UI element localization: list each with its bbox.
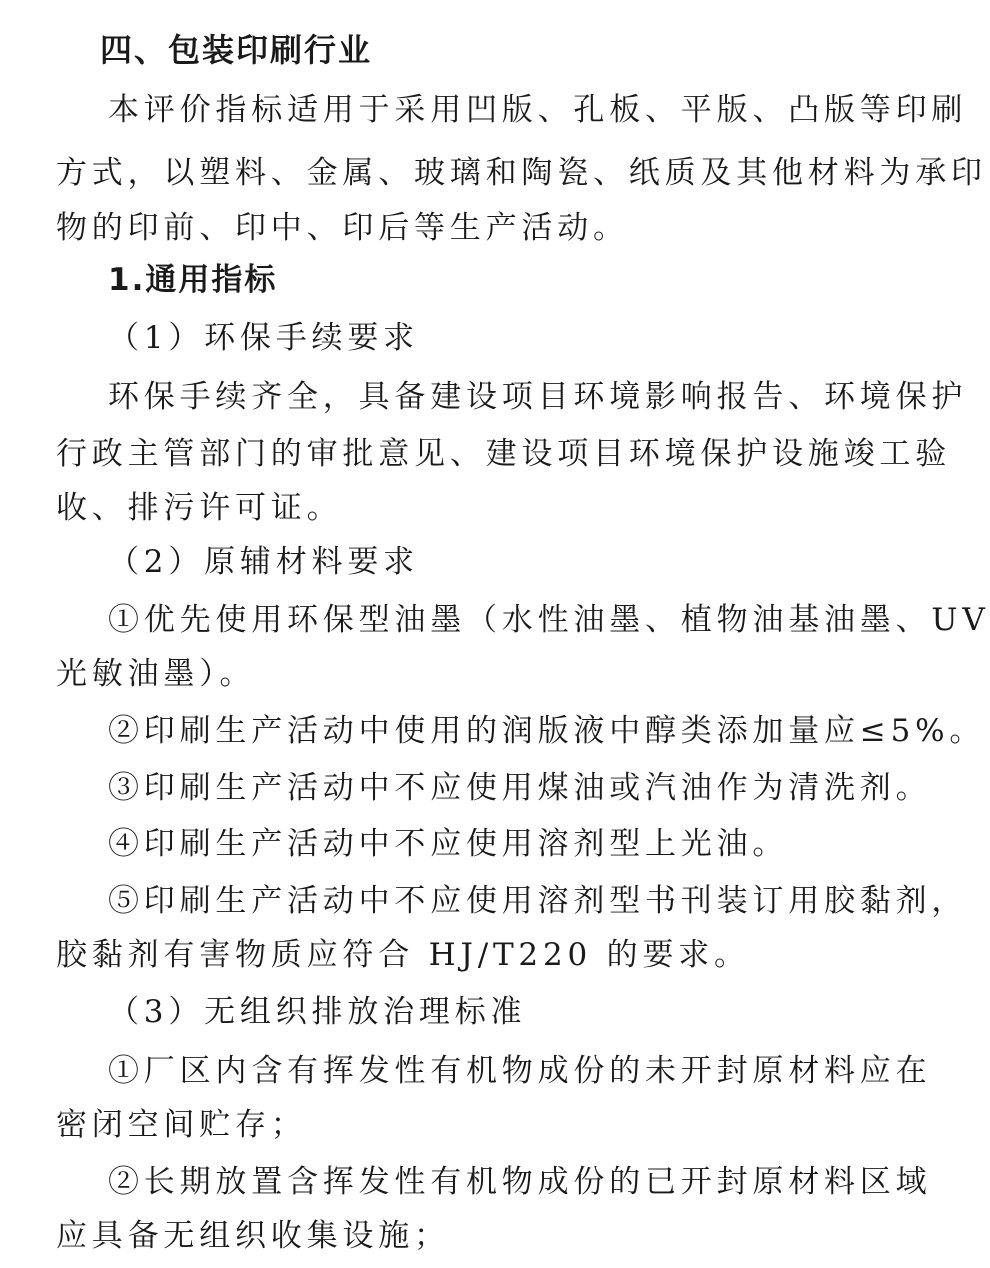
- general-indicators-heading: 1.通用指标: [108, 262, 278, 298]
- fugitive-item-1-line-1: ①厂区内含有挥发性有机物成份的未开封原材料应在: [108, 1053, 932, 1089]
- env-procedures-heading: （1）环保手续要求: [108, 320, 419, 356]
- fugitive-item-1-line-2: 密闭空间贮存；: [56, 1107, 307, 1143]
- fugitive-item-2-line-1: ②长期放置含挥发性有机物成份的已开封原材料区域: [108, 1164, 932, 1200]
- materials-item-3: ③印刷生产活动中不应使用煤油或汽油作为清洗剂。: [108, 770, 932, 806]
- intro-line-1: 本评价指标适用于采用凹版、孔板、平版、凸版等印刷: [108, 92, 968, 128]
- fugitive-item-2-line-2: 应具备无组织收集设施；: [56, 1218, 450, 1254]
- materials-item-1-line-1: ①优先使用环保型油墨（水性油墨、植物油基油墨、UV: [108, 602, 990, 638]
- materials-item-5-line-1: ⑤印刷生产活动中不应使用溶剂型书刊装订用胶黏剂，: [108, 883, 968, 919]
- section-title: 四、包装印刷行业: [100, 31, 373, 69]
- fugitive-heading: （3）无组织排放治理标准: [108, 994, 527, 1030]
- intro-line-2: 方式，以塑料、金属、玻璃和陶瓷、纸质及其他材料为承印: [56, 155, 987, 191]
- materials-item-1-line-2: 光敏油墨）。: [56, 656, 256, 692]
- materials-item-4: ④印刷生产活动中不应使用溶剂型上光油。: [108, 826, 789, 862]
- intro-line-3: 物的印前、印中、印后等生产活动。: [56, 210, 629, 246]
- materials-item-5-line-2: 胶黏剂有害物质应符合 HJ/T220 的要求。: [56, 937, 750, 973]
- materials-heading: （2）原辅材料要求: [108, 544, 419, 580]
- env-procedures-line-2: 行政主管部门的审批意见、建设项目环境保护设施竣工验: [56, 436, 951, 472]
- env-procedures-line-1: 环保手续齐全，具备建设项目环境影响报告、环境保护: [108, 379, 968, 415]
- env-procedures-line-3: 收、排污许可证。: [56, 490, 343, 526]
- materials-item-2: ②印刷生产活动中使用的润版液中醇类添加量应≤5%。: [108, 713, 986, 749]
